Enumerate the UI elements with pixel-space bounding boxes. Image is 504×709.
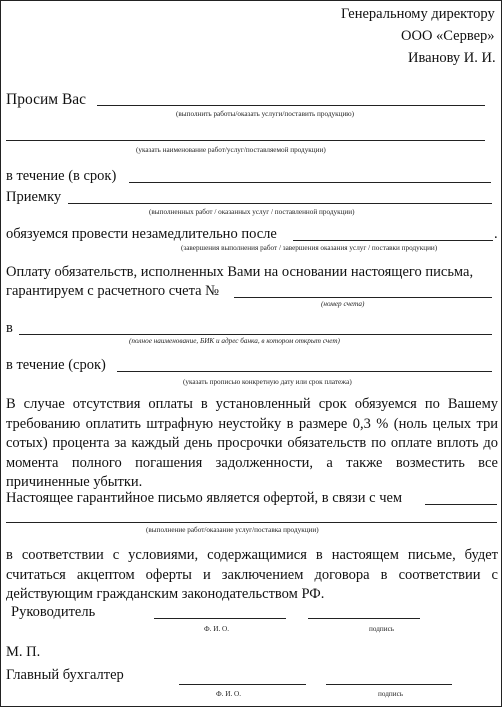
stamp-label: М. П. xyxy=(6,644,41,660)
payment-term-label: в течение (срок) xyxy=(6,357,106,373)
addressee-name: Иванову И. И. xyxy=(408,50,496,66)
offer-text: Настоящее гарантийное письмо является офертой, в связи с чем xyxy=(6,490,403,506)
request-blank[interactable] xyxy=(97,105,485,106)
head-name-blank[interactable] xyxy=(154,618,286,619)
offer-blank-1[interactable] xyxy=(425,504,497,505)
accountant-signature-hint: подпись xyxy=(378,690,404,698)
acceptance-hint: (выполненных работ / оказанных услуг / поставленной продукции) xyxy=(149,208,355,216)
offer-conditions: в соответствии с условиями, содержащимися в настоящем письме, будет считаться акцептом оферты и заключением договора в соответствии с действующим гражданским законодательством РФ. xyxy=(6,547,498,602)
offer-blank-2[interactable] xyxy=(6,522,497,523)
payment-term-hint: (указать прописью конкретную дату или срок платежа) xyxy=(183,378,352,386)
obligation-end: . xyxy=(494,226,498,242)
account-hint: (номер счета) xyxy=(321,300,365,308)
head-signature-hint: подпись xyxy=(369,625,395,633)
term-blank[interactable] xyxy=(129,182,491,183)
accountant-name-blank[interactable] xyxy=(179,684,306,685)
term-label: в течение (в срок) xyxy=(6,168,117,184)
acceptance-label: Приемку xyxy=(6,189,62,205)
account-label: гарантируем с расчетного счета № xyxy=(6,283,219,299)
request-item-hint: (указать наименование работ/услуг/поставляемой продукции) xyxy=(136,146,326,154)
acceptance-blank[interactable] xyxy=(68,203,492,204)
payment-text: Оплату обязательств, исполненных Вами на основании настоящего письма, xyxy=(6,264,474,280)
request-label: Просим Вас xyxy=(6,91,87,108)
obligation-label: обязуемся провести незамедлительно после xyxy=(6,226,277,242)
payment-term-blank[interactable] xyxy=(117,371,492,372)
head-name-hint: Ф. И. О. xyxy=(204,625,230,633)
account-blank[interactable] xyxy=(234,297,492,298)
obligation-hint: (завершения выполнения работ / завершения оказания услуг / поставки продукции) xyxy=(181,244,438,252)
request-hint: (выполнить работы/оказать услуги/поставить продукцию) xyxy=(176,110,355,118)
request-item-blank[interactable] xyxy=(6,140,485,141)
bank-blank[interactable] xyxy=(19,334,492,335)
head-signature-blank[interactable] xyxy=(308,618,420,619)
accountant-signature-blank[interactable] xyxy=(326,684,452,685)
addressee-position: Генеральному директору xyxy=(341,6,495,22)
accountant-name-hint: Ф. И. О. xyxy=(216,690,242,698)
accountant-label: Главный бухгалтер xyxy=(6,667,124,683)
head-label: Руководитель xyxy=(11,604,96,620)
penalty-paragraph: В случае отсутствия оплаты в установленный срок обязуемся по Вашему требованию оплатить штрафную неустойку в размере 0,3 % (ноль целых три сотых) процента за каждый день просрочки обязательств по оплате вплоть до момента полного погашения задолженности, а также возместить все причиненные убытки. xyxy=(6,396,498,490)
obligation-blank[interactable] xyxy=(293,240,493,241)
bank-hint: (полное наименование, БИК и адрес банка, в котором открыт счет) xyxy=(129,337,340,345)
addressee-company: ООО «Сервер» xyxy=(401,28,495,44)
offer-hint: (выполнение работ/оказание услуг/поставка продукции) xyxy=(146,526,319,534)
bank-label: в xyxy=(6,320,13,336)
